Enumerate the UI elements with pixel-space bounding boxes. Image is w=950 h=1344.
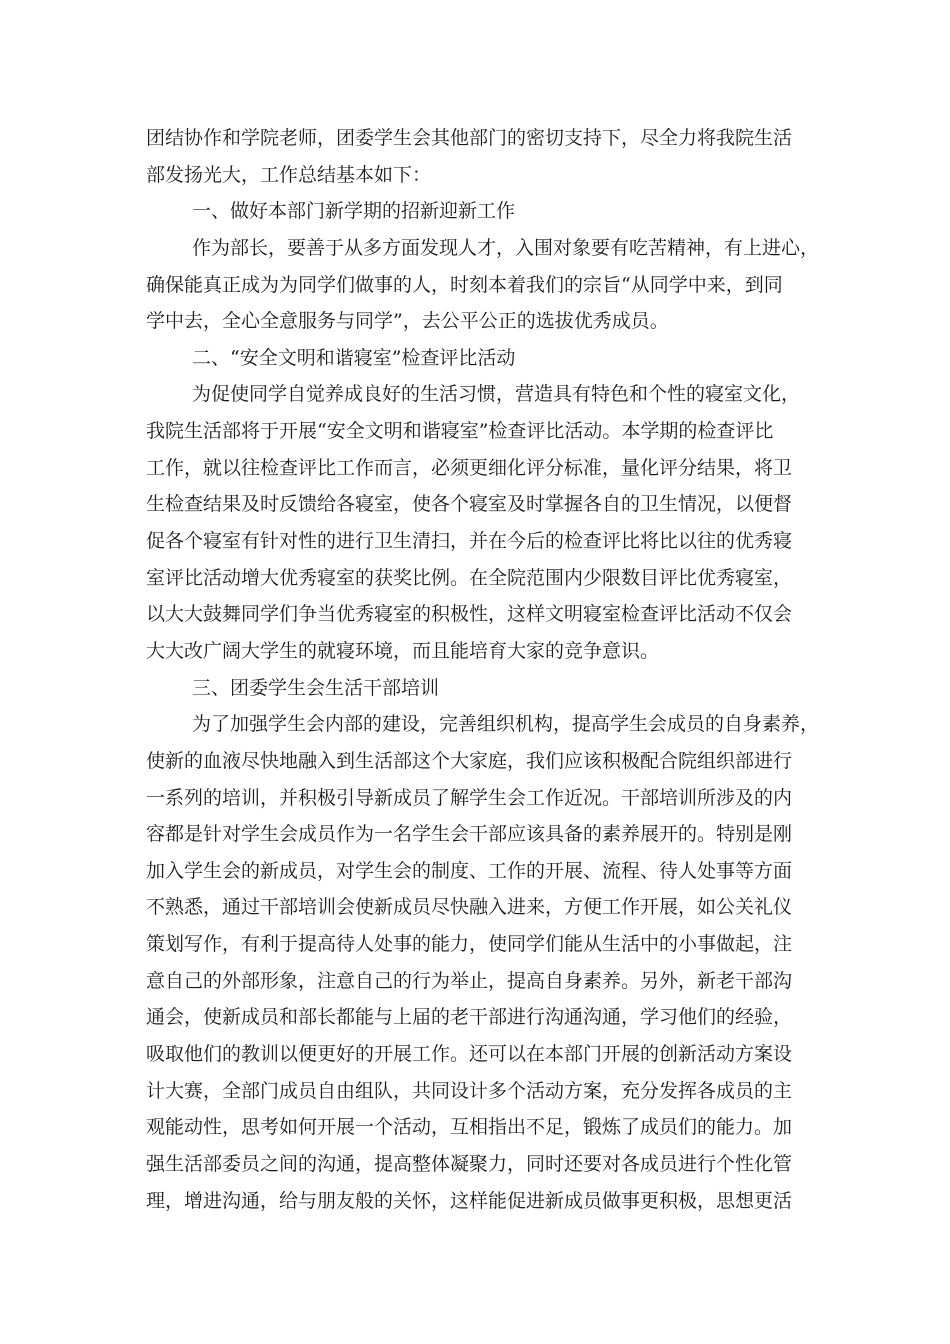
text-line: 通会，使新成员和部长都能与上届的老干部进行沟通沟通，学习他们的经验， xyxy=(146,1006,793,1029)
text-line: 工作，就以往检查评比工作而言，必须更细化评分标准，量化评分结果，将卫 xyxy=(146,456,793,479)
text-line: 容都是针对学生会成员作为一名学生会干部应该具备的素养展开的。特别是刚 xyxy=(146,823,793,846)
text-line: 不熟悉，通过干部培训会使新成员尽快融入进来，方便工作开展，如公关礼仪 xyxy=(146,896,793,919)
text-line: 使新的血液尽快地融入到生活部这个大家庭，我们应该积极配合院组织部进行 xyxy=(146,749,793,772)
text-line: 以大大鼓舞同学们争当优秀寝室的积极性，这样文明寝室检查评比活动不仅会 xyxy=(146,603,793,626)
text-line: 团结协作和学院老师，团委学生会其他部门的密切支持下，尽全力将我院生活 xyxy=(146,127,793,149)
text-line: 加入学生会的新成员，对学生会的制度、工作的开展、流程、待人处事等方面 xyxy=(146,859,793,882)
text-line: 学中去，全心全意服务与同学”，去公平公正的选拔优秀成员。 xyxy=(146,310,669,333)
text-line: 强生活部委员之间的沟通，提高整体凝聚力，同时还要对各成员进行个性化管 xyxy=(146,1152,793,1175)
text-line: 三、团委学生会生活干部培训 xyxy=(192,676,440,699)
text-line: 大大改广阔大学生的就寝环境，而且能培育大家的竞争意识。 xyxy=(146,639,660,662)
text-line: 一系列的培训，并积极引导新成员了解学生会工作近况。干部培训所涉及的内 xyxy=(146,786,793,809)
text-line: 意自己的外部形象，注意自己的行为举止，提高自身素养。另外，新老干部沟 xyxy=(146,969,793,992)
text-line: 生检查结果及时反馈给各寝室，使各个寝室及时掌握各自的卫生情况，以便督 xyxy=(146,493,793,516)
text-line: 我院生活部将于开展“安全文明和谐寝室”检查评比活动。本学期的检查评比 xyxy=(146,420,774,443)
text-line: 为了加强学生会内部的建设，完善组织机构，提高学生会成员的自身素养， xyxy=(192,713,820,736)
document-body xyxy=(146,120,846,1219)
text-line: 理，增进沟通，给与朋友般的关怀，这样能促进新成员做事更积极，思想更活 xyxy=(146,1189,793,1212)
text-line: 一、做好本部门新学期的招新迎新工作 xyxy=(192,200,516,223)
text-line: 部发扬光大，工作总结基本如下： xyxy=(146,163,432,186)
text-line: 室评比活动增大优秀寝室的获奖比例。在全院范围内少限数目评比优秀寝室， xyxy=(146,566,793,589)
text-line: 促各个寝室有针对性的进行卫生清扫，并在今后的检查评比将比以往的优秀寝 xyxy=(146,530,793,553)
text-line: 作为部长，要善于从多方面发现人才，入围对象要有吃苦精神，有上进心， xyxy=(192,236,820,259)
text-line: 确保能真正成为为同学们做事的人，时刻本着我们的宗旨“从同学中来，到同 xyxy=(146,273,783,296)
text-line: 观能动性，思考如何开展一个活动，互相指出不足，锻炼了成员们的能力。加 xyxy=(146,1116,793,1139)
text-line: 吸取他们的教训以便更好的开展工作。还可以在本部门开展的创新活动方案设 xyxy=(146,1043,793,1066)
text-line: 为促使同学自觉养成良好的生活习惯，营造具有特色和个性的寝室文化， xyxy=(192,383,801,406)
text-line: 策划写作，有利于提高待人处事的能力，使同学们能从生活中的小事做起，注 xyxy=(146,933,793,956)
text-line: 二、“安全文明和谐寝室”检查评比活动 xyxy=(192,346,516,369)
text-line: 计大赛，全部门成员自由组队，共同设计多个活动方案，充分发挥各成员的主 xyxy=(146,1079,793,1102)
